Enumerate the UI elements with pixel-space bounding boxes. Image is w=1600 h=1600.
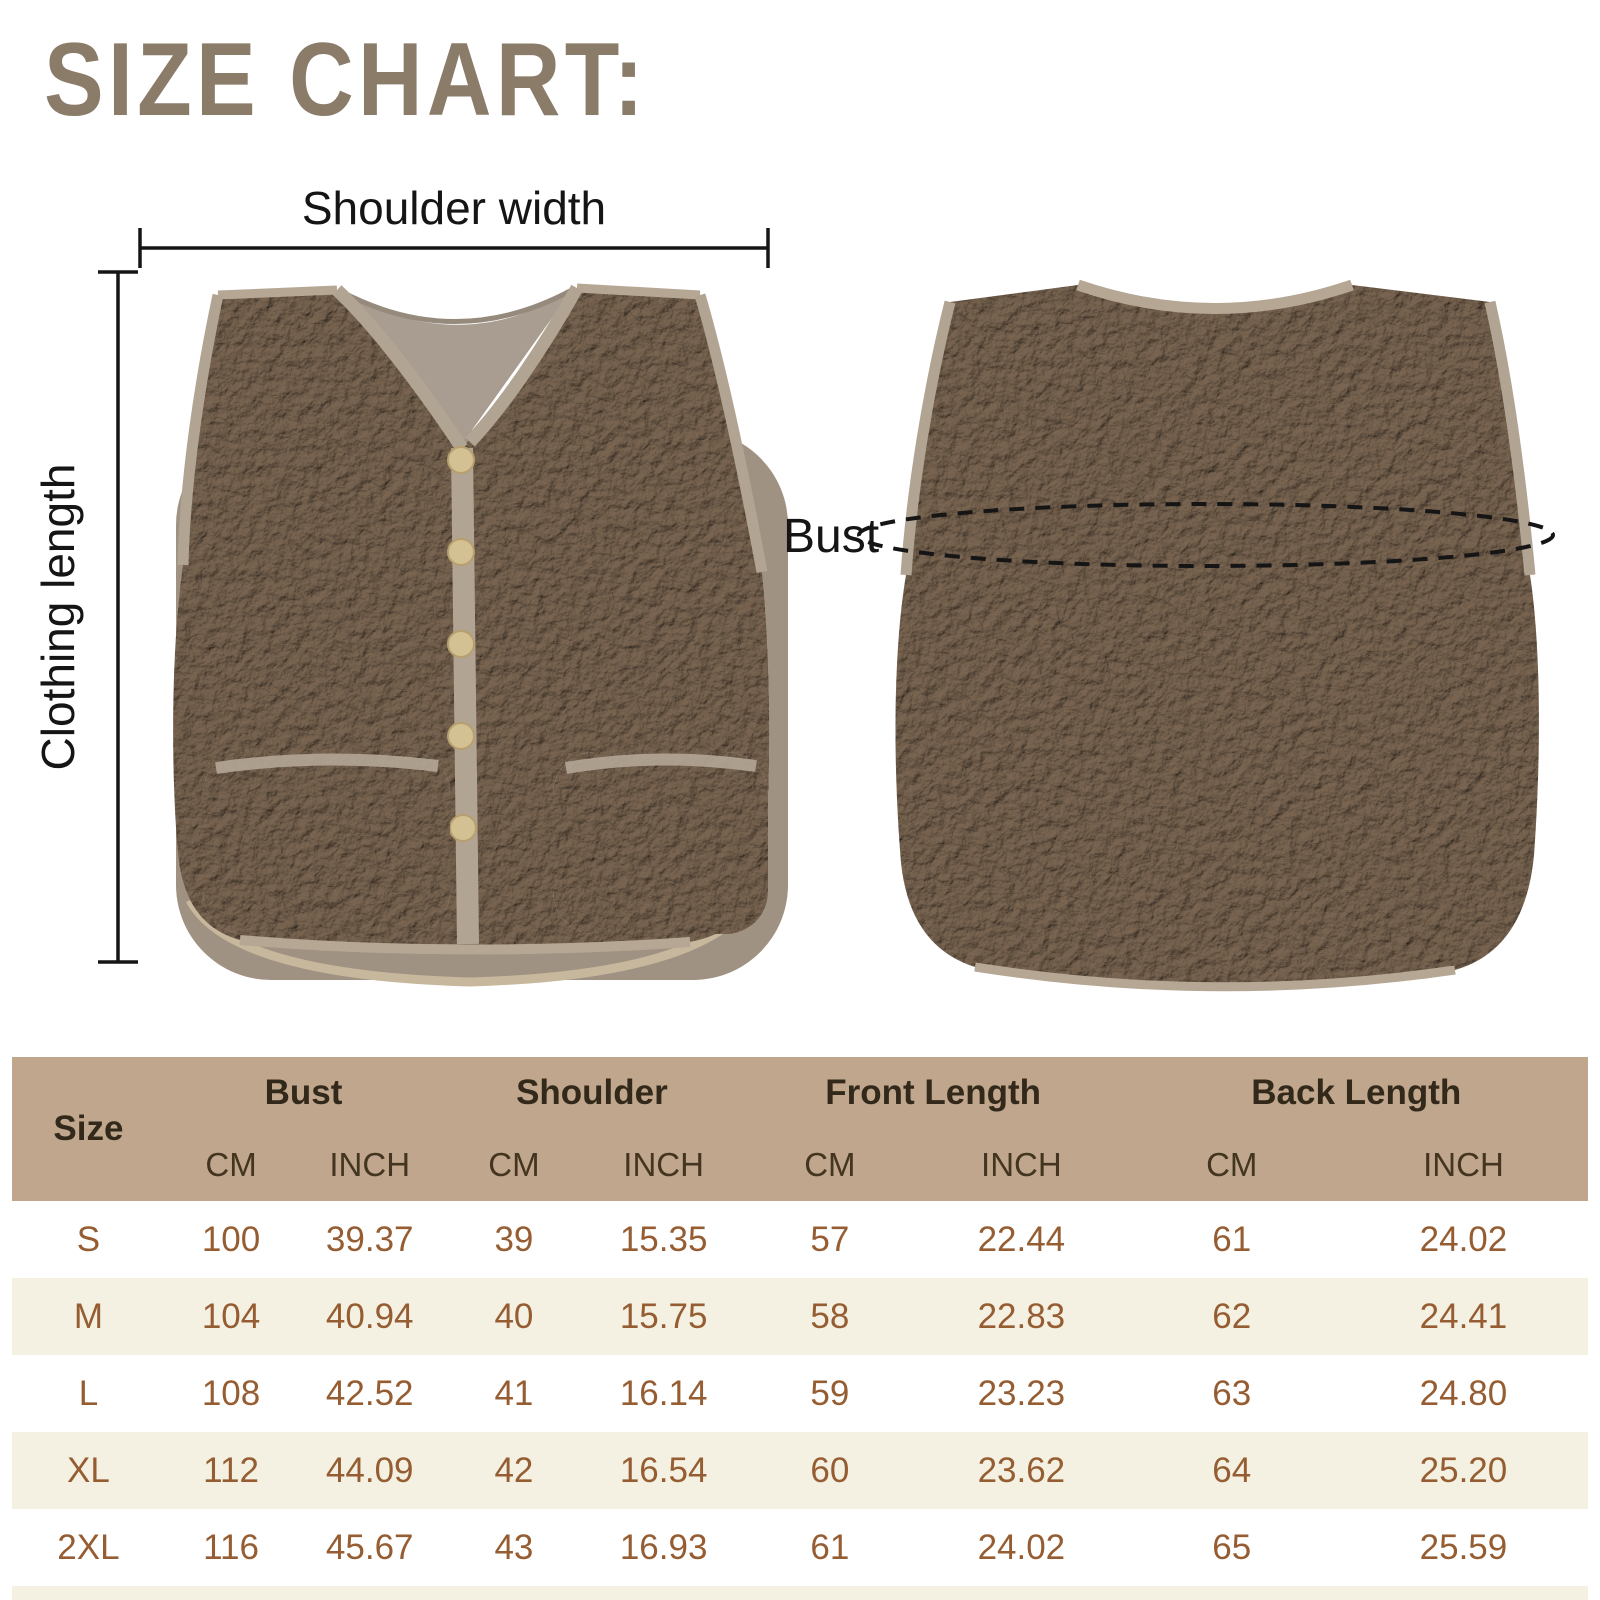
value-cell: 39	[442, 1201, 585, 1278]
table-row	[12, 1278, 1588, 1355]
shoulder-trim	[218, 288, 700, 295]
value-cell: 25.20	[1339, 1432, 1588, 1509]
button-icon	[448, 447, 474, 473]
vest-back-illustration	[895, 285, 1538, 987]
value-cell: 16.93	[586, 1509, 742, 1586]
value-cell: 24.80	[1339, 1355, 1588, 1432]
button-icon	[448, 723, 474, 749]
button-icon	[448, 539, 474, 565]
size-cell: S	[12, 1201, 165, 1278]
bust-label: Bust	[783, 510, 880, 563]
measurement-diagram	[0, 170, 1600, 1060]
unit-bust-cm: CM	[165, 1129, 297, 1201]
value-cell: 57	[742, 1201, 919, 1278]
value-cell: 24.02	[1339, 1201, 1588, 1278]
button-placket	[462, 448, 468, 944]
shoulder-width-annotation	[140, 228, 768, 268]
value-cell: 65	[1125, 1509, 1339, 1586]
value-cell: 16.14	[586, 1355, 742, 1432]
size-cell: M	[12, 1278, 165, 1355]
unit-back-cm: CM	[1125, 1129, 1339, 1201]
pocket-right	[553, 752, 768, 934]
table-group-header-row	[12, 1057, 1588, 1129]
value-cell: 44.09	[297, 1432, 442, 1509]
value-cell: 63	[1125, 1355, 1339, 1432]
table-row	[12, 1201, 1588, 1278]
value-cell: 62	[1125, 1278, 1339, 1355]
unit-front-cm: CM	[742, 1129, 919, 1201]
value-cell: 100	[165, 1201, 297, 1278]
column-group-front-length: Front Length	[742, 1057, 1125, 1129]
table-row	[12, 1432, 1588, 1509]
value-cell: 61	[742, 1509, 919, 1586]
clothing-length-annotation	[98, 272, 138, 962]
clothing-length-label: Clothing length	[32, 463, 84, 771]
column-group-back-length: Back Length	[1125, 1057, 1588, 1129]
value-cell: 108	[165, 1355, 297, 1432]
table-row	[12, 1509, 1588, 1586]
value-cell: 116	[165, 1509, 297, 1586]
value-cell: 25.59	[1339, 1509, 1588, 1586]
value-cell: 60	[742, 1432, 919, 1509]
table-header	[12, 1057, 1588, 1201]
table-footer-strip	[12, 1586, 1588, 1600]
value-cell: 58	[742, 1278, 919, 1355]
value-cell: 15.75	[586, 1278, 742, 1355]
value-cell: 41	[442, 1355, 585, 1432]
value-cell: 15.35	[586, 1201, 742, 1278]
value-cell: 45.67	[297, 1509, 442, 1586]
column-group-shoulder: Shoulder	[442, 1057, 741, 1129]
value-cell: 22.83	[918, 1278, 1124, 1355]
value-cell: 64	[1125, 1432, 1339, 1509]
value-cell: 39.37	[297, 1201, 442, 1278]
unit-bust-inch: INCH	[297, 1129, 442, 1201]
vest-front-illustration	[173, 288, 788, 982]
value-cell: 40.94	[297, 1278, 442, 1355]
value-cell: 40	[442, 1278, 585, 1355]
size-cell: XL	[12, 1432, 165, 1509]
value-cell: 23.62	[918, 1432, 1124, 1509]
value-cell: 43	[442, 1509, 585, 1586]
value-cell: 61	[1125, 1201, 1339, 1278]
value-cell: 112	[165, 1432, 297, 1509]
size-cell: L	[12, 1355, 165, 1432]
unit-shoulder-cm: CM	[442, 1129, 585, 1201]
vest-back-body	[895, 285, 1538, 987]
value-cell: 24.41	[1339, 1278, 1588, 1355]
size-cell: 2XL	[12, 1509, 165, 1586]
column-group-bust: Bust	[165, 1057, 442, 1129]
value-cell: 24.02	[918, 1509, 1124, 1586]
pocket-left	[203, 752, 450, 934]
unit-back-inch: INCH	[1339, 1129, 1588, 1201]
table-unit-header-row	[12, 1129, 1588, 1201]
value-cell: 22.44	[918, 1201, 1124, 1278]
page-title: SIZE CHART:	[44, 22, 648, 138]
button-icon	[448, 631, 474, 657]
size-table	[12, 1057, 1588, 1586]
value-cell: 42.52	[297, 1355, 442, 1432]
value-cell: 104	[165, 1278, 297, 1355]
unit-front-inch: INCH	[918, 1129, 1124, 1201]
button-icon	[450, 815, 476, 841]
unit-shoulder-inch: INCH	[586, 1129, 742, 1201]
value-cell: 59	[742, 1355, 919, 1432]
table-row	[12, 1355, 1588, 1432]
value-cell: 16.54	[586, 1432, 742, 1509]
value-cell: 23.23	[918, 1355, 1124, 1432]
table-body	[12, 1201, 1588, 1586]
column-header-size: Size	[12, 1057, 165, 1201]
shoulder-width-label: Shoulder width	[301, 182, 607, 234]
value-cell: 42	[442, 1432, 585, 1509]
